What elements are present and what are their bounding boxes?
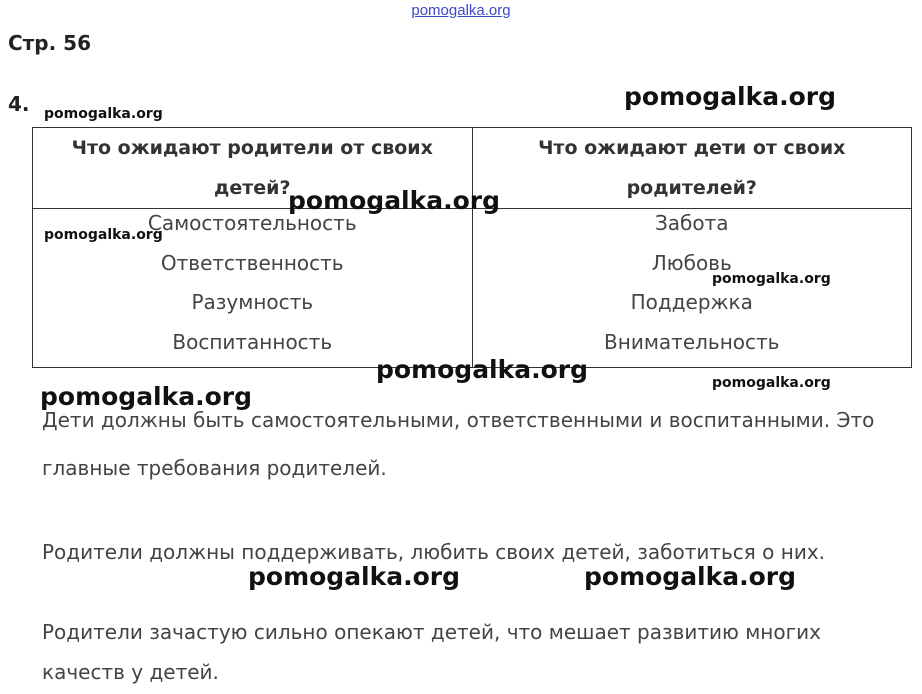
table-cell-item: Ответственность <box>160 250 344 275</box>
table-cell-item: Самостоятельность <box>147 211 357 235</box>
table-header-parents: Что ожидают родители от своих детей? <box>33 128 473 209</box>
watermark: pomogalka.org <box>248 562 461 591</box>
table-cell-item: Внимательность <box>604 329 780 354</box>
table-cell-item: Воспитанность <box>172 329 333 354</box>
table-cell-item: Разумность <box>191 290 314 314</box>
watermark: pomogalka.org <box>712 271 831 287</box>
answer-paragraph-line: Родители зачастую сильно опекают детей, что мешает развитию многих <box>42 620 821 644</box>
table-header-children: Что ожидают дети от своих родителей? <box>472 128 912 209</box>
watermark: pomogalka.org <box>44 106 163 122</box>
watermark: pomogalka.org <box>624 82 837 111</box>
expectations-table <box>32 127 912 368</box>
answer-paragraph-line: Родители должны поддерживать, любить своих детей, заботиться о них. <box>42 540 826 564</box>
watermark: pomogalka.org <box>288 186 501 215</box>
table-cell-item: Забота <box>654 211 729 235</box>
watermark: pomogalka.org <box>40 382 253 411</box>
children-expectations-cell <box>472 209 912 368</box>
answer-paragraph-line: качеств у детей. <box>42 660 219 684</box>
table-cell-item: Поддержка <box>630 290 753 314</box>
watermark: pomogalka.org <box>712 375 831 391</box>
watermark: pomogalka.org <box>584 562 797 591</box>
watermark: pomogalka.org <box>376 355 589 384</box>
page-number: Стр. 56 <box>8 31 91 55</box>
task-number: 4. <box>8 92 30 116</box>
answer-paragraph-line: главные требования родителей. <box>42 456 387 480</box>
watermark: pomogalka.org <box>44 227 163 243</box>
answer-paragraph-line: Дети должны быть самостоятельными, ответственными и воспитанными. Это <box>42 408 875 432</box>
table-cell-item: Любовь <box>651 250 732 275</box>
site-link[interactable]: pomogalka.org <box>411 2 511 19</box>
